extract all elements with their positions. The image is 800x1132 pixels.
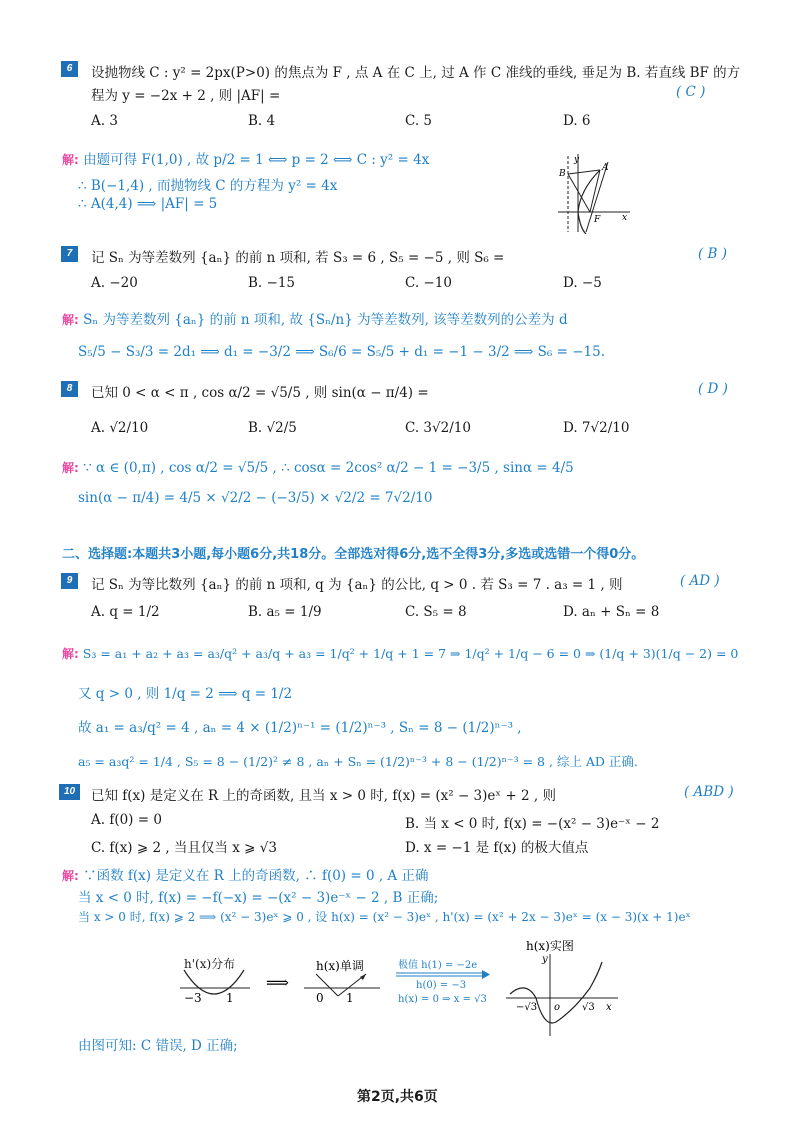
q6-option-c: C. 5 [405, 113, 433, 129]
fig-label-y: y [574, 155, 580, 165]
q8-option-c: C. 3√2/10 [405, 420, 471, 436]
q6-stem-line1: 设抛物线 C : y² = 2px(P>0) 的焦点为 F , 点 A 在 C 上, 过 A 作 C 准线的垂线, 垂足为 B. 若直线 BF 的方 [91, 65, 741, 81]
q9-answer: ( AD ) [680, 573, 720, 589]
fig-label-f: F [594, 215, 601, 225]
question-number-10: 10 [59, 784, 80, 800]
q7-option-c: C. −10 [405, 275, 452, 291]
q8-stem: 已知 0 < α < π , cos α/2 = √5/5 , 则 sin(α − π/4) = [91, 385, 429, 401]
h-tick-1: 1 [346, 991, 354, 1005]
fig-label-x: x [622, 213, 628, 223]
question-number-8: 8 [61, 381, 78, 397]
q10-option-b: B. 当 x < 0 时, f(x) = −(x² − 3)e⁻ˣ − 2 [405, 816, 660, 832]
real-graph-title: h(x)实图 [526, 940, 574, 953]
solution-label: 解: [62, 461, 79, 475]
question-number-9: 9 [61, 573, 78, 589]
q9-solution-line3: 故 a₁ = a₃/q² = 4 , aₙ = 4 × (1/2)ⁿ⁻¹ = (1/2)ⁿ⁻³ , Sₙ = 8 − (1/2)ⁿ⁻³ , [78, 720, 522, 736]
q6-option-a: A. 3 [91, 113, 118, 129]
q7-solution-line1 [62, 308, 568, 328]
hprime-tick-neg3: −3 [184, 991, 202, 1005]
q9-solution-line4: a₅ = a₃q² = 1/4 , S₅ = 8 − (1/2)² ≠ 8 , aₙ + Sₙ = (1/2)ⁿ⁻³ + 8 − (1/2)ⁿ⁻³ = 8 , 综上 AD 正确. [78, 754, 638, 769]
q9-solution-line2: 又 q > 0 , 则 1/q = 2 ⟹ q = 1/2 [78, 686, 293, 702]
solution-label: 解: [62, 647, 79, 661]
q7-option-d: D. −5 [563, 275, 602, 291]
q7-stem: 记 Sₙ 为等差数列 {aₙ} 的前 n 项和, 若 S₃ = 6 , S₅ = −5 , 则 S₆ = [91, 250, 505, 266]
real-pos-root: √3 [582, 1002, 595, 1013]
q10-sol-text1: ∵函数 f(x) 是定义在 R 上的奇函数, ∴ f(0) = 0 , A 正确 [83, 868, 429, 884]
q6-option-d: D. 6 [563, 113, 591, 129]
q8-sol-text1: ∵ α ∈ (0,π) , cos α/2 = √5/5 , ∴ cosα = 2cos² α/2 − 1 = −3/5 , sinα = 4/5 [83, 460, 574, 476]
question-number-7: 7 [61, 246, 78, 262]
q7-sol-text1: Sₙ 为等差数列 {aₙ} 的前 n 项和, 故 {Sₙ/n} 为等差数列, 该等差数列的公差为 d [83, 312, 568, 328]
q6-solution-line3: ∴ A(4,4) ⟹ |AF| = 5 [78, 196, 218, 212]
real-origin-label: o [554, 1002, 561, 1013]
root-label: h(x) = 0 ⇒ x = √3 [398, 994, 487, 1005]
solution-label: 解: [62, 153, 79, 167]
q10-solution-line3: 当 x > 0 时, f(x) ⩾ 2 ⟹ (x² − 3)eˣ ⩾ 0 , 设 h(x) = (x² − 3)eˣ , h'(x) = (x² + 2x − 3)eˣ = (x − 3)(x + 1)eˣ [78, 910, 691, 924]
question-number-6: 6 [61, 61, 78, 77]
q6-answer: ( C ) [676, 84, 706, 100]
fig-label-b: B [559, 169, 566, 179]
q6-stem-line2: 程为 y = −2x + 2 , 则 |AF| = [91, 88, 281, 104]
q7-option-b: B. −15 [248, 275, 295, 291]
fig-label-a: A [602, 163, 609, 173]
q9-option-c: C. S₅ = 8 [405, 604, 467, 620]
q7-option-a: A. −20 [91, 275, 138, 291]
q8-answer: ( D ) [698, 381, 728, 397]
h-tick-0: 0 [316, 991, 324, 1005]
real-x-label: x [606, 1002, 612, 1013]
page-footer: 第2页,共6页 [357, 1089, 438, 1105]
h-mono-title: h(x)单调 [316, 959, 364, 973]
q7-answer: ( B ) [698, 246, 728, 262]
q7-solution-line2: S₅/5 − S₃/3 = 2d₁ ⟹ d₁ = −3/2 ⟹ S₆/6 = S₅/5 + d₁ = −1 − 3/2 ⟹ S₆ = −15. [78, 344, 606, 360]
q8-solution-line1 [62, 459, 574, 476]
real-neg-root: −√3 [516, 1002, 538, 1013]
q10-solution-line1 [62, 864, 428, 884]
implies-arrow: ⟹ [266, 973, 289, 992]
extremum-label: 极值 h(1) = −2e [398, 960, 478, 971]
q10-option-d: D. x = −1 是 f(x) 的极大值点 [405, 840, 589, 856]
q9-sol-text1: S₃ = a₁ + a₂ + a₃ = a₃/q² + a₃/q + a₃ = 1/q² + 1/q + 1 = 7 ⇒ 1/q² + 1/q − 6 = 0 ⇒ (1/q + 3)(1/q − 2) = 0 [82, 646, 739, 661]
q6-solution-line2: ∴ B(−1,4) , 而抛物线 C 的方程为 y² = 4x [78, 178, 338, 194]
q9-stem: 记 Sₙ 为等比数列 {aₙ} 的前 n 项和, q 为 {aₙ} 的公比, q > 0 . 若 S₃ = 7 . a₃ = 1 , 则 [91, 577, 623, 593]
q9-option-d: D. aₙ + Sₙ = 8 [563, 604, 660, 620]
q10-answer: ( ABD ) [684, 784, 734, 800]
solution-label: 解: [62, 313, 79, 327]
q9-option-b: B. a₅ = 1/9 [248, 604, 322, 620]
q6-sol-text1: 由题可得 F(1,0) , 故 p/2 = 1 ⟺ p = 2 ⟺ C : y² = 4x [83, 152, 430, 168]
q10-conclusion: 由图可知: C 错误, D 正确; [78, 1038, 238, 1054]
q6-solution-line1 [62, 148, 429, 168]
q8-solution-line2: sin(α − π/4) = 4/5 × √2/2 − (−3/5) × √2/2 = 7√2/10 [78, 490, 433, 506]
q8-option-d: D. 7√2/10 [563, 420, 630, 436]
q6-option-b: B. 4 [248, 113, 276, 129]
q10-solution-line2: 当 x < 0 时, f(x) = −f(−x) = −(x² − 3)e⁻ˣ − 2 , B 正确; [78, 890, 439, 906]
real-y-label: y [542, 954, 548, 965]
parabola-figure [556, 152, 636, 234]
solution-label: 解: [62, 869, 79, 883]
q8-option-a: A. √2/10 [91, 420, 149, 436]
q9-solution-line1 [62, 645, 738, 662]
q10-option-c: C. f(x) ⩾ 2 , 当且仅当 x ⩾ √3 [91, 840, 277, 856]
h0-label: h(0) = −3 [416, 980, 467, 991]
q9-option-a: A. q = 1/2 [91, 604, 160, 620]
monotonicity-diagram [170, 940, 630, 1040]
section-heading: 二、选择题:本题共3小题,每小题6分,共18分。全部选对得6分,选不全得3分,多选或选错一个得0分。 [62, 547, 645, 562]
q8-option-b: B. √2/5 [248, 420, 297, 436]
hprime-title: h'(x)分布 [184, 957, 236, 971]
hprime-tick-1: 1 [226, 991, 234, 1005]
q10-option-a: A. f(0) = 0 [91, 812, 162, 828]
q10-stem: 已知 f(x) 是定义在 R 上的奇函数, 且当 x > 0 时, f(x) = (x² − 3)eˣ + 2 , 则 [91, 788, 556, 804]
